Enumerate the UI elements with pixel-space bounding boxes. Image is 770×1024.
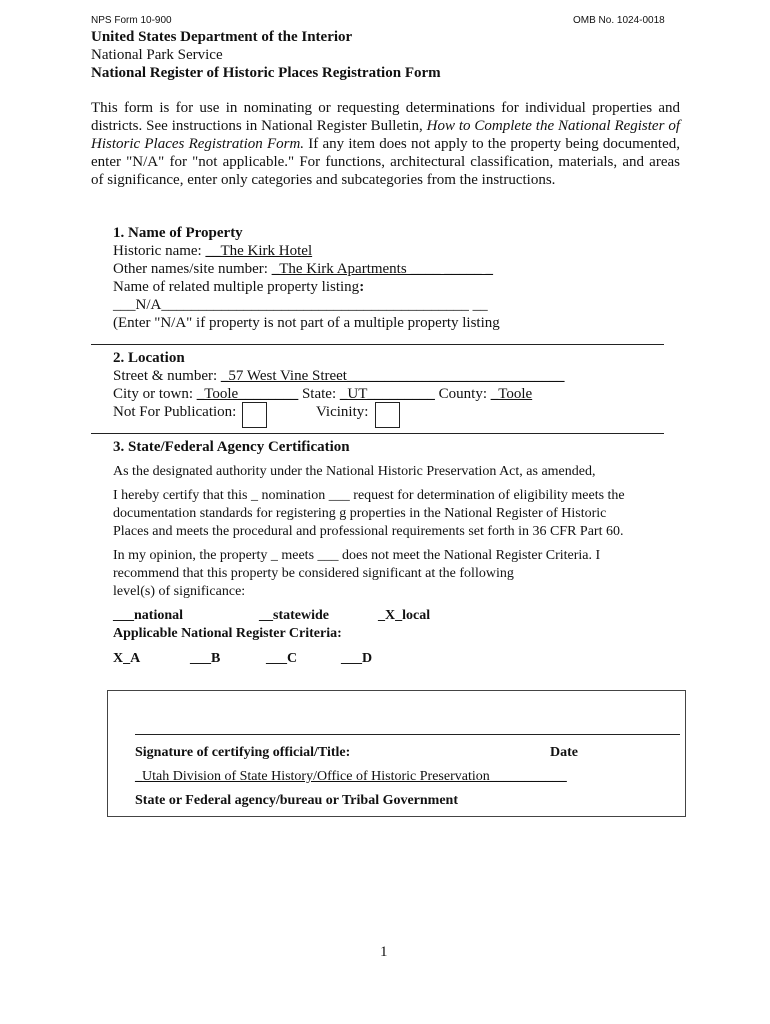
street-row — [113, 367, 564, 385]
city-state-county-row — [113, 385, 532, 403]
form-title: National Register of Historic Places Registration Form — [91, 65, 441, 81]
historic-name-row — [113, 242, 312, 260]
level-local[interactable]: _X_local — [378, 608, 431, 623]
criteria-heading: Applicable National Register Criteria: — [113, 626, 342, 641]
section-1-heading: 1. Name of Property — [113, 225, 243, 241]
state-field[interactable]: _UT_________ — [339, 386, 435, 402]
section-divider — [91, 433, 664, 434]
agency-field[interactable]: _Utah Division of State History/Office of Historic Preservation___________ — [135, 769, 567, 784]
section-2-heading: 2. Location — [113, 350, 185, 366]
criterion-c[interactable]: ___C — [266, 651, 298, 666]
vicinity-checkbox[interactable] — [375, 402, 400, 428]
opinion-line-2: recommend that this property be considered significant at the following — [113, 566, 514, 581]
service-name: National Park Service — [91, 47, 223, 63]
intro-text-2: If any item does not apply to the property being documented, enter "N/A" for "not applicable." For functions, architectural classification, materials, and areas of significance, enter only categories and subcategories from the instructions. — [91, 136, 680, 188]
date-label: Date — [550, 745, 578, 760]
intro-text-1: This form is for use in nominating or requesting determinations for individual properties and districts. See instructions in National Register Bulletin, — [91, 100, 680, 134]
related-listing-note: (Enter "N/A" if property is not part of a multiple property listing — [113, 315, 500, 331]
opinion-line-1: In my opinion, the property _ meets ___ does not meet the National Register Criteria. I — [113, 548, 601, 563]
state-label: State: — [298, 386, 340, 402]
section-3-heading: 3. State/Federal Agency Certification — [113, 439, 350, 455]
intro-paragraph — [91, 99, 680, 189]
signature-line[interactable] — [135, 734, 680, 735]
agency-label: State or Federal agency/bureau or Tribal Government — [135, 793, 459, 808]
certify-line-2: documentation standards for registering g properties in the National Register of Historic — [113, 506, 607, 521]
certify-line-1: I hereby certify that this _ nomination ___ request for determination of eligibility meets the — [113, 488, 625, 503]
opinion-line-3: level(s) of significance: — [113, 584, 246, 599]
form-number: NPS Form 10-900 — [91, 15, 172, 26]
omb-number: OMB No. 1024-0018 — [573, 15, 665, 26]
street-label: Street & number: — [113, 368, 221, 384]
street-field[interactable]: _57 West Vine Street_____________________________ — [220, 368, 565, 384]
other-names-label: Other names/site number: — [113, 261, 272, 277]
bulletin-title: How to Complete the National Register of Historic Places Registration Form. — [91, 118, 680, 152]
related-listing-label — [113, 278, 364, 296]
department-title: United States Department of the Interior — [91, 29, 353, 45]
signature-label: Signature of certifying official/Title: — [135, 745, 351, 760]
level-statewide[interactable]: __statewide — [259, 608, 329, 623]
county-label: County: — [434, 386, 491, 402]
county-field[interactable]: _Toole — [490, 386, 533, 402]
criterion-a[interactable]: X_A — [113, 651, 141, 666]
not-for-publication-checkbox[interactable] — [242, 402, 267, 428]
criterion-b[interactable]: ___B — [190, 651, 221, 666]
city-label: City or town: — [113, 386, 197, 402]
related-listing-colon: : — [359, 279, 365, 295]
historic-name-label: Historic name: — [113, 243, 206, 259]
vicinity-label: Vicinity: — [316, 404, 369, 420]
city-field[interactable]: _Toole________ — [196, 386, 299, 402]
certify-line-3: Places and meets the procedural and professional requirements set forth in 36 CFR Part 60. — [113, 524, 624, 539]
section-divider — [91, 344, 664, 345]
criterion-d[interactable]: ___D — [341, 651, 373, 666]
related-listing-field[interactable]: ___N/A_________________________________________ __ — [113, 297, 488, 313]
other-names-field[interactable]: _The Kirk Apartments ____ _____ _ — [271, 261, 493, 277]
historic-name-field[interactable]: __The Kirk Hotel — [205, 243, 313, 259]
authority-statement: As the designated authority under the National Historic Preservation Act, as amended, — [113, 464, 596, 479]
not-for-publication-label: Not For Publication: — [113, 404, 237, 420]
other-names-row — [113, 260, 493, 278]
page-number: 1 — [380, 944, 388, 960]
related-listing-text: Name of related multiple property listing — [113, 279, 360, 295]
level-national[interactable]: ___national — [113, 608, 184, 623]
